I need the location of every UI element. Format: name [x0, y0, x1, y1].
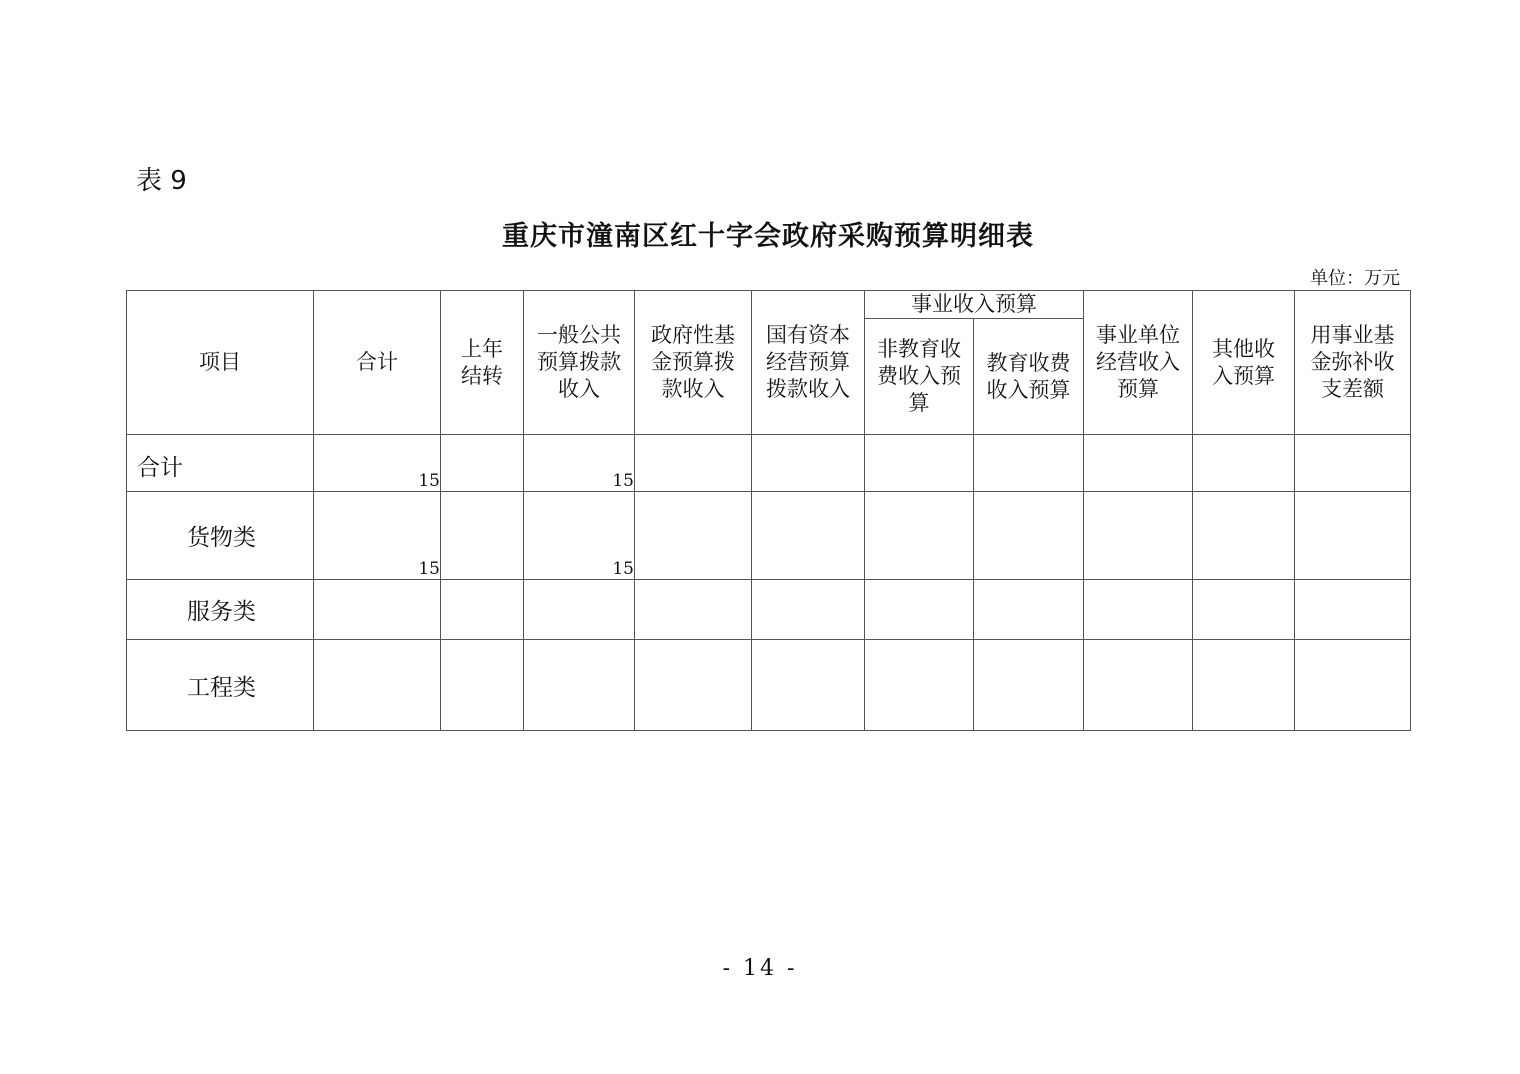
cell-gov-fund	[635, 580, 752, 640]
cell-non-edu-fee	[865, 580, 974, 640]
cell-state-capital	[752, 640, 865, 731]
cell-unit-operating	[1084, 435, 1193, 492]
cell-general-public	[524, 640, 635, 731]
cell-fund-balance	[1295, 435, 1411, 492]
cell-non-edu-fee	[865, 435, 974, 492]
cell-other-income	[1193, 640, 1295, 731]
header-item: 项目	[127, 291, 314, 435]
cell-edu-fee	[974, 492, 1084, 580]
cell-other-income	[1193, 580, 1295, 640]
cell-unit-operating	[1084, 492, 1193, 580]
cell-total	[314, 640, 441, 731]
cell-fund-balance	[1295, 580, 1411, 640]
header-gov-fund: 政府性基金预算拨款收入	[635, 291, 752, 435]
cell-carryover	[441, 640, 524, 731]
header-carryover: 上年结转	[441, 291, 524, 435]
cell-carryover	[441, 492, 524, 580]
header-non-edu-fee: 非教育收费收入预算	[865, 319, 974, 435]
header-edu-fee: 教育收费收入预算	[974, 319, 1084, 435]
cell-edu-fee	[974, 435, 1084, 492]
table-label: 表 9	[136, 166, 187, 196]
page-number: - 14 -	[722, 956, 798, 981]
header-unit-operating: 事业单位经营收入预算	[1084, 291, 1193, 435]
cell-gov-fund	[635, 640, 752, 731]
cell-total: 15	[314, 492, 441, 580]
cell-state-capital	[752, 435, 865, 492]
cell-unit-operating	[1084, 640, 1193, 731]
cell-carryover	[441, 435, 524, 492]
cell-non-edu-fee	[865, 640, 974, 731]
table-row	[127, 640, 1411, 731]
cell-general-public: 15	[524, 435, 635, 492]
cell-edu-fee	[974, 580, 1084, 640]
cell-non-edu-fee	[865, 492, 974, 580]
cell-gov-fund	[635, 492, 752, 580]
row-label: 货物类	[127, 492, 314, 580]
table-row	[127, 580, 1411, 640]
cell-other-income	[1193, 492, 1295, 580]
cell-fund-balance	[1295, 640, 1411, 731]
cell-unit-operating	[1084, 580, 1193, 640]
page-title: 重庆市潼南区红十字会政府采购预算明细表	[502, 221, 1034, 252]
cell-carryover	[441, 580, 524, 640]
budget-table	[126, 290, 1411, 731]
unit-label: 单位：万元	[1310, 268, 1400, 289]
header-fund-balance: 用事业基金弥补收支差额	[1295, 291, 1411, 435]
cell-general-public: 15	[524, 492, 635, 580]
cell-state-capital	[752, 492, 865, 580]
cell-other-income	[1193, 435, 1295, 492]
header-other-income: 其他收入预算	[1193, 291, 1295, 435]
cell-total: 15	[314, 435, 441, 492]
cell-gov-fund	[635, 435, 752, 492]
table-row	[127, 492, 1411, 580]
cell-fund-balance	[1295, 492, 1411, 580]
header-business-income: 事业收入预算	[865, 291, 1084, 319]
header-state-capital: 国有资本经营预算拨款收入	[752, 291, 865, 435]
header-total: 合计	[314, 291, 441, 435]
cell-edu-fee	[974, 640, 1084, 731]
row-label: 合计	[127, 435, 314, 492]
row-label: 服务类	[127, 580, 314, 640]
header-general-public: 一般公共预算拨款收入	[524, 291, 635, 435]
cell-general-public	[524, 580, 635, 640]
cell-state-capital	[752, 580, 865, 640]
table-row	[127, 435, 1411, 492]
row-label: 工程类	[127, 640, 314, 731]
cell-total	[314, 580, 441, 640]
